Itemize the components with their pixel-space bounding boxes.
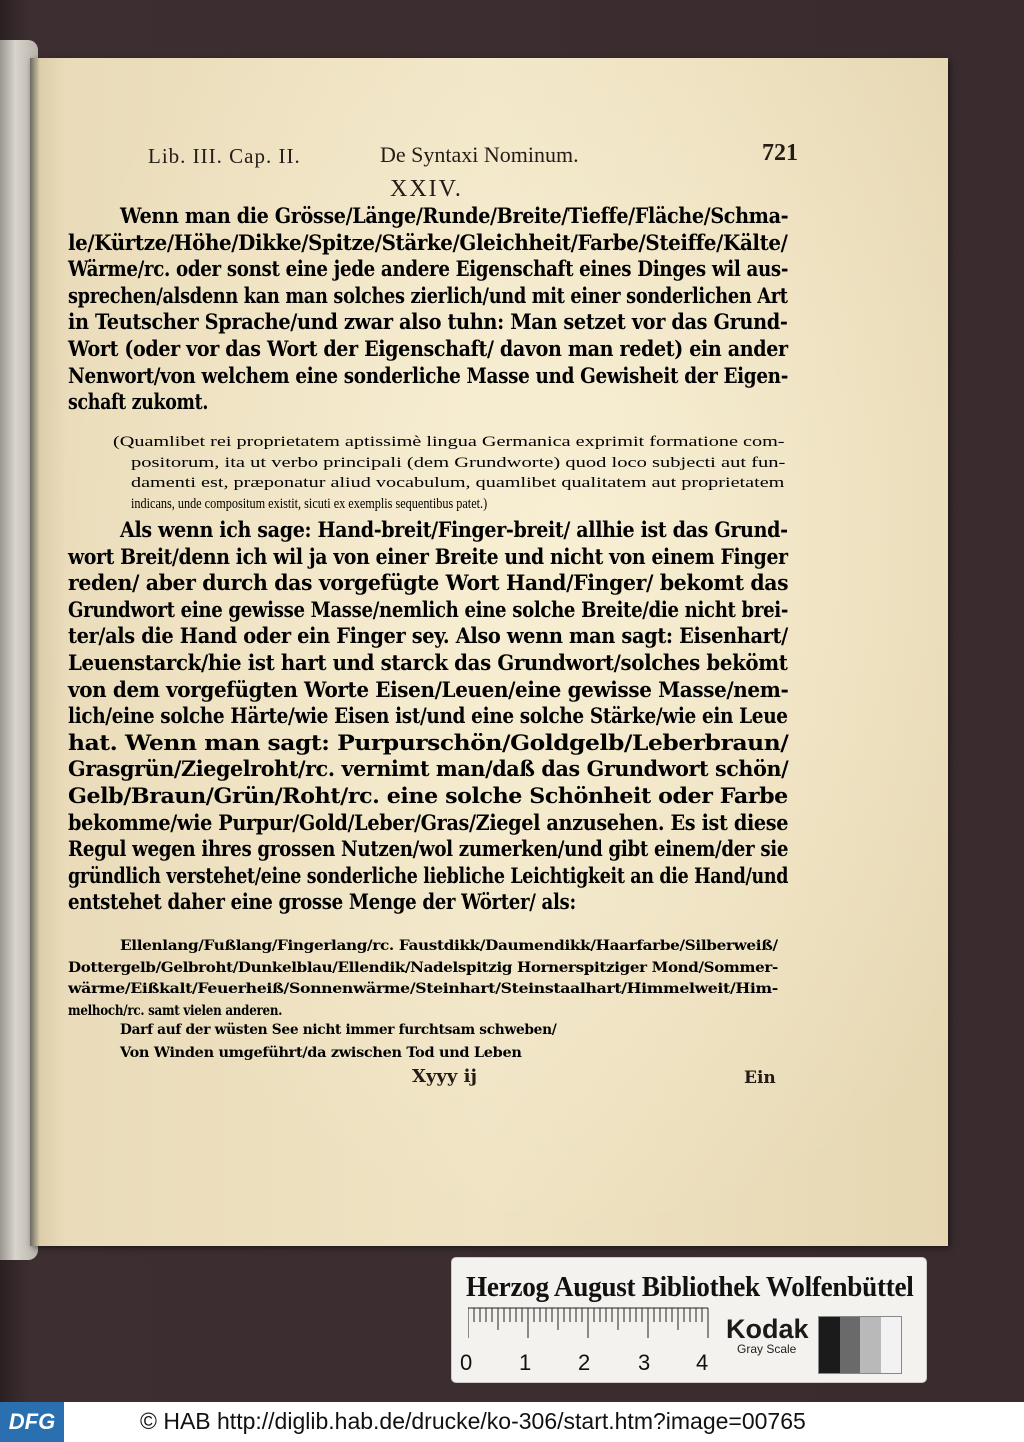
institution-name: Herzog August Bibliothek Wolfenbüttel — [466, 1272, 914, 1303]
examples-line: Ellenlang/Fußlang/Fingerlang/rc. Faustdikk/Daumendikk/Haarfarbe/Silberweiß/ — [120, 938, 778, 954]
page-number: 721 — [762, 140, 798, 166]
para2-line: lich/eine solche Härte/wie Eisen ist/und eine solche Stärke/wie ein Leue — [68, 704, 788, 730]
ruler-digit: 0 — [460, 1350, 473, 1375]
para2-line: hat. Wenn man sagt: Purpurschön/Goldgelb/Leberbraun/ — [68, 730, 789, 756]
verse-line: Von Winden umgeführt/da zwischen Tod und Leben — [120, 1044, 522, 1061]
para2-line: von dem vorgefügten Worte Eisen/Leuen/eine gewisse Masse/nem- — [68, 677, 789, 703]
para2-line: Leuenstarck/hie ist hart und starck das Grundwort/solches bekömt — [68, 651, 788, 676]
para2-line: Als wenn ich sage: Hand-breit/Finger-breit/ allhie ist das Grund- — [120, 518, 788, 543]
latin_note-line: positorum, ita ut verbo principali (dem Grundworte) quod loco subjecti aut fun- — [131, 454, 786, 471]
para1-line: in Teutscher Sprache/und zwar also tuhn: Man setzet vor das Grund- — [68, 310, 788, 336]
para2-line: reden/ aber durch das vorgefügte Wort Hand/Finger/ bekomt das — [68, 571, 789, 597]
ruler-digits — [460, 1350, 720, 1376]
footer-bar — [0, 1402, 1024, 1442]
para2-line: Grundwort eine gewisse Masse/nemlich eine solche Breite/die nicht brei- — [68, 597, 789, 623]
examples-line: Dottergelb/Gelbroht/Dunkelblau/Ellendik/Nadelspitzig Hornerspitziger Mond/Sommer- — [68, 959, 778, 976]
para1-line: Wort (oder vor das Wort der Eigenschaft/ davon man redet) ein ander — [68, 337, 788, 362]
para1-line: le/Kürtze/Höhe/Dikke/Spitze/Stärke/Gleichheit/Farbe/Steiffe/Kälte/ — [68, 230, 788, 256]
para2-line: bekomme/wie Purpur/Gold/Leber/Gras/Ziegel anzusehen. Es ist diese — [68, 810, 789, 836]
para2-line: ter/als die Hand oder ein Finger sey. Also wenn man sagt: Eisenhart/ — [68, 624, 788, 650]
para1-line: Nenwort/von welchem eine sonderliche Masse und Gewisheit der Eigen- — [68, 363, 788, 389]
catchword: Ein — [744, 1068, 776, 1088]
para2-line: gründlich verstehet/eine sonderliche liebliche Leichtigkeit an die Hand/und — [68, 863, 789, 889]
swatch — [819, 1317, 840, 1373]
signature-mark: Xyyy ij — [412, 1066, 477, 1087]
ruler-digit: 3 — [638, 1350, 651, 1375]
examples-line: wärme/Eißkalt/Feuerheiß/Sonnenwärme/Steinhart/Steinstaalhart/Himmelweit/Him- — [68, 981, 778, 997]
ruler-scale — [468, 1306, 742, 1346]
swatch — [840, 1317, 861, 1373]
kodak-brand: Kodak — [726, 1314, 809, 1344]
para1-line: sprechen/alsdenn kan man solches zierlich/und mit einer sonderlichen Art — [68, 283, 788, 309]
page-gutter-shadow — [30, 58, 40, 1246]
para2-line: Gelb/Braun/Grün/Roht/rc. eine solche Schönheit oder Farbe — [68, 784, 788, 809]
gray-scale-label: Gray Scale — [737, 1342, 797, 1356]
verse-line: Darf auf der wüsten See nicht immer furchtsam schweben/ — [120, 1022, 557, 1038]
ruler-digit: 1 — [519, 1350, 532, 1375]
running-head-left: Lib. III. Cap. II. — [148, 144, 301, 168]
copyright-link[interactable]: © HAB http://diglib.hab.de/drucke/ko-306/start.htm?image=00765 — [140, 1408, 806, 1434]
latin_note-line: (Quamlibet rei proprietatem aptissimè lingua Germanica exprimit formatione com- — [113, 434, 785, 450]
para2-line: Regul wegen ihres grossen Nutzen/wol zumerken/und gibt einem/der sie — [68, 837, 789, 863]
swatch — [881, 1317, 902, 1373]
para1-line: Wärme/rc. oder sonst eine jede andere Eigenschaft eines Dinges wil aus- — [68, 257, 789, 283]
para2-line: entstehet daher eine grosse Menge der Wörter/ als: — [68, 890, 576, 916]
latin_note-line: damenti est, præponatur aliud vocabulum, quamlibet qualitatem aut proprietatem — [131, 475, 785, 491]
ruler-digit: 2 — [578, 1350, 591, 1375]
dfg-logo: DFG — [0, 1402, 64, 1442]
section-number: XXIV. — [390, 176, 463, 202]
gray-swatches — [818, 1316, 902, 1374]
running-head — [148, 140, 798, 174]
running-head-title: De Syntaxi Nominum. — [380, 142, 579, 167]
para2-line: wort Breit/denn ich wil ja von einer Breite und nicht von einem Finger — [68, 544, 788, 570]
para2-line: Grasgrün/Ziegelroht/rc. vernimt man/daß das Grundwort schön/ — [68, 757, 789, 783]
para1-line: schaft zukomt. — [68, 390, 209, 416]
para1-line: Wenn man die Grösse/Länge/Runde/Breite/Tieffe/Fläche/Schma- — [120, 204, 789, 229]
swatch — [860, 1317, 881, 1373]
ruler-digit: 4 — [696, 1350, 709, 1375]
latin_note-line: indicans, unde compositum existit, sicuti ex exemplis sequentibus patet.) — [131, 495, 488, 512]
examples-line: melhoch/rc. samt vielen anderen. — [68, 1002, 283, 1019]
